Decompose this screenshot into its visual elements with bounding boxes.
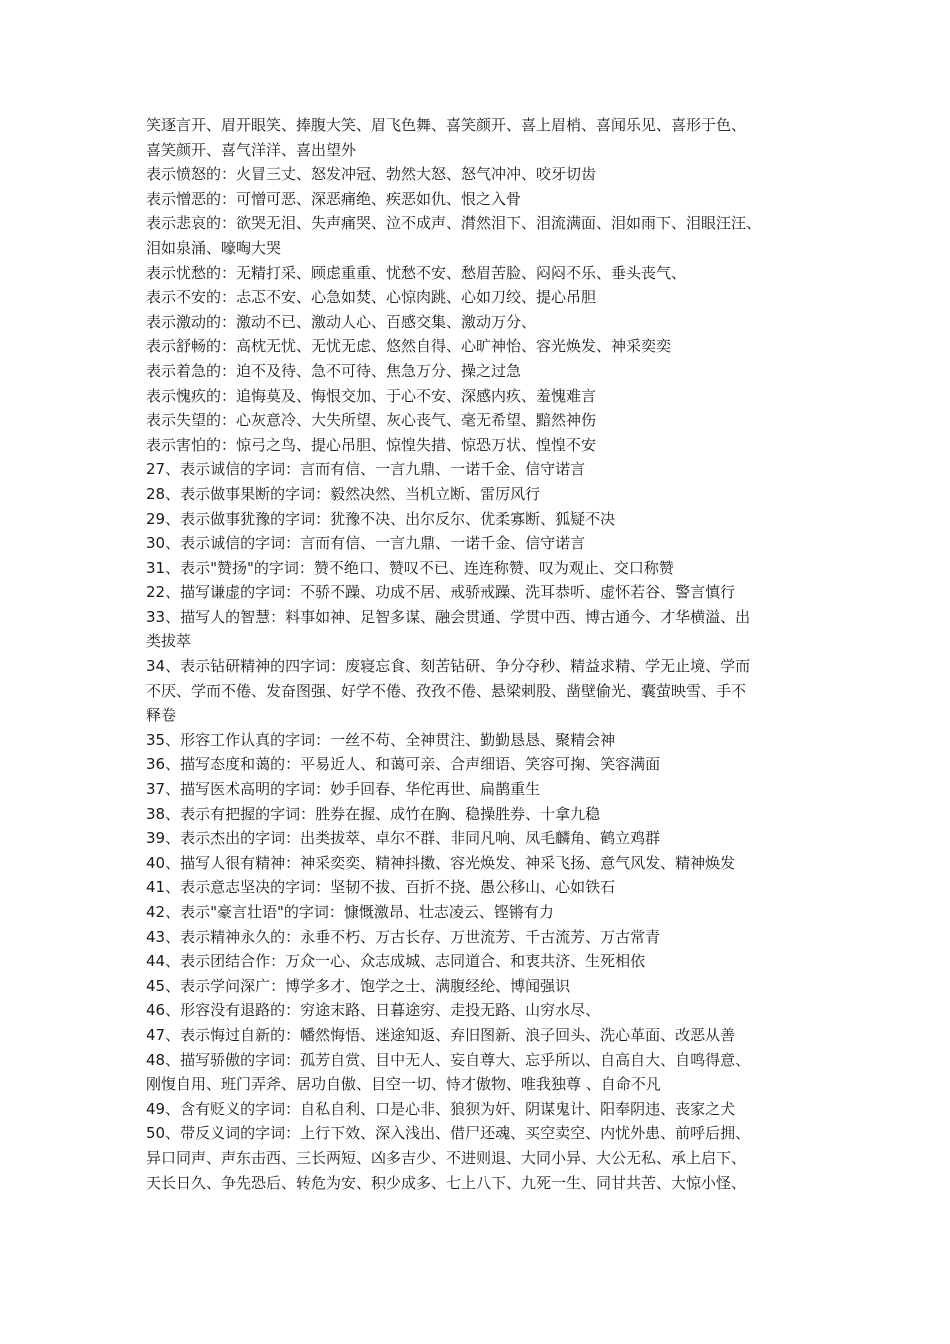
text-line: 43、表示精神永久的：永垂不朽、万古长存、万世流芳、千古流芳、万古常青 (146, 927, 661, 946)
paragraph (146, 384, 814, 409)
text-line: 39、表示杰出的字词：出类拔萃、卓尔不群、非同凡响、凤毛麟角、鹤立鸡群 (146, 829, 661, 848)
paragraph (146, 949, 814, 974)
text-line: 31、表示"赞扬"的字词：赞不绝口、赞叹不已、连连称赞、叹为观止、交口称赞 (146, 558, 674, 577)
text-line: 50、带反义词的字词：上行下效、深入浅出、借尸还魂、买空卖空、内忧外患、前呼后拥、 (146, 1124, 751, 1143)
paragraph (146, 162, 814, 187)
paragraph (146, 285, 814, 310)
paragraph (146, 408, 814, 433)
paragraph (146, 359, 814, 384)
text-line: 46、形容没有退路的：穷途末路、日暮途穷、走投无路、山穷水尽、 (146, 1001, 601, 1020)
paragraph (146, 334, 814, 359)
document-body (146, 113, 814, 1195)
paragraph (146, 875, 814, 900)
text-line: 表示激动的：激动不已、激动人心、百感交集、激动万分、 (146, 312, 537, 331)
text-line: 表示着急的：迫不及待、急不可待、焦急万分、操之过急 (146, 361, 522, 380)
text-line: 笑逐言开、眉开眼笑、捧腹大笑、眉飞色舞、喜笑颜开、喜上眉梢、喜闻乐见、喜形于色、 (146, 116, 747, 134)
text-line: 45、表示学问深广：博学多才、饱学之士、满腹经纶、博闻强识 (146, 976, 571, 995)
paragraph (146, 752, 814, 777)
paragraph (146, 1121, 814, 1195)
paragraph (146, 900, 814, 925)
text-line: 表示忧愁的：无精打采、顾虑重重、忧愁不安、愁眉苦脸、闷闷不乐、垂头丧气、 (146, 263, 687, 282)
text-line: 22、描写谦虚的字词：不骄不躁、功成不居、戒骄戒躁、洗耳恭听、虚怀若谷、警言慎行 (146, 583, 736, 602)
text-line: 33、描写人的智慧：料事如神、足智多谋、融会贯通、学贯中西、博古通今、才华横溢、出 (146, 607, 751, 626)
text-line: 表示不安的：忐忑不安、心急如焚、心惊肉跳、心如刀绞、提心吊胆 (146, 288, 597, 307)
paragraph (146, 777, 814, 802)
paragraph (146, 310, 814, 335)
text-line: 48、描写骄傲的字词：孤芳自赏、目中无人、妄自尊大、忘乎所以、自高自大、自鸣得意、 (146, 1050, 751, 1069)
paragraph (146, 433, 814, 458)
text-line: 表示憎恶的：可憎可恶、深恶痛绝、疾恶如仇、恨之入骨 (146, 189, 522, 208)
paragraph (146, 211, 814, 260)
paragraph (146, 1048, 814, 1097)
paragraph (146, 187, 814, 212)
text-line: 36、描写态度和蔼的：平易近人、和蔼可亲、合声细语、笑容可掬、笑容满面 (146, 755, 661, 774)
paragraph (146, 507, 814, 532)
text-line: 表示失望的：心灰意冷、大失所望、灰心丧气、毫无希望、黯然神伤 (146, 411, 597, 430)
paragraph (146, 261, 814, 286)
text-line: 释卷 (146, 706, 177, 725)
text-line: 42、表示"豪言壮语"的字词：慷慨激昂、壮志凌云、铿锵有力 (146, 903, 554, 921)
paragraph (146, 974, 814, 999)
text-line: 表示悲哀的：欲哭无泪、失声痛哭、泣不成声、潸然泪下、泪流满面、泪如雨下、泪眼汪汪、 (146, 214, 762, 233)
text-line: 37、描写医术高明的字词：妙手回春、华佗再世、扁鹊重生 (146, 780, 541, 799)
paragraph (146, 531, 814, 556)
paragraph (146, 605, 814, 654)
text-line: 表示害怕的：惊弓之鸟、提心吊胆、惊惶失措、惊恐万状、惶惶不安 (146, 435, 597, 454)
paragraph (146, 826, 814, 851)
text-line: 27、表示诚信的字词：言而有信、一言九鼎、一诺千金、信守诺言 (146, 460, 586, 479)
paragraph (146, 1023, 814, 1048)
paragraph (146, 654, 814, 728)
text-line: 47、表示悔过自新的：幡然悔悟、迷途知返、弃旧图新、浪子回头、洗心革面、改恶从善 (146, 1025, 736, 1044)
text-line: 类拔萃 (146, 632, 192, 651)
text-line: 44、表示团结合作：万众一心、众志成城、志同道合、和衷共济、生死相依 (146, 952, 646, 971)
paragraph (146, 925, 814, 950)
paragraph (146, 1097, 814, 1122)
text-line: 29、表示做事犹豫的字词：犹豫不决、出尔反尔、优柔寡断、狐疑不决 (146, 509, 616, 528)
text-line: 49、含有贬义的字词：自私自利、口是心非、狼狈为奸、阴谋鬼计、阳奉阴违、丧家之犬 (146, 1099, 736, 1118)
paragraph (146, 851, 814, 876)
paragraph (146, 113, 814, 162)
text-line: 不厌、学而不倦、发奋图强、好学不倦、孜孜不倦、悬梁刺股、凿壁偷光、囊萤映雪、手不 (146, 681, 747, 700)
text-line: 41、表示意志坚决的字词：坚韧不拔、百折不挠、愚公移山、心如铁石 (146, 878, 616, 897)
text-line: 表示愧疚的：追悔莫及、悔恨交加、于心不安、深感内疚、羞愧难言 (146, 386, 597, 405)
text-line: 28、表示做事果断的字词：毅然决然、当机立断、雷厉风行 (146, 484, 541, 503)
text-line: 天长日久、争先恐后、转危为安、积少成多、七上八下、九死一生、同甘共苦、大惊小怪、 (146, 1173, 747, 1192)
paragraph (146, 998, 814, 1023)
paragraph (146, 580, 814, 605)
paragraph (146, 482, 814, 507)
text-line: 表示愤怒的：火冒三丈、怒发冲冠、勃然大怒、怒气冲冲、咬牙切齿 (146, 165, 597, 184)
text-line: 表示舒畅的：高枕无忧、无忧无虑、悠然自得、心旷神怡、容光焕发、神采奕奕 (146, 337, 672, 356)
paragraph (146, 802, 814, 827)
paragraph (146, 556, 814, 581)
text-line: 35、形容工作认真的字词：一丝不苟、全神贯注、勤勤恳恳、聚精会神 (146, 730, 616, 749)
paragraph (146, 728, 814, 753)
text-line: 喜笑颜开、喜气洋洋、喜出望外 (146, 140, 357, 159)
text-line: 泪如泉涌、嚎啕大哭 (146, 238, 282, 257)
text-line: 异口同声、声东击西、三长两短、凶多吉少、不进则退、大同小异、大公无私、承上启下、 (146, 1148, 747, 1167)
text-line: 38、表示有把握的字词：胜券在握、成竹在胸、稳操胜券、十拿九稳 (146, 804, 601, 823)
text-line: 30、表示诚信的字词：言而有信、一言九鼎、一诺千金、信守诺言 (146, 534, 586, 553)
text-line: 40、描写人很有精神：神采奕奕、精神抖擞、容光焕发、神采飞扬、意气风发、精神焕发 (146, 853, 736, 872)
text-line: 刚愎自用、班门弄斧、居功自傲、目空一切、恃才傲物、唯我独尊 、自命不凡 (146, 1075, 661, 1094)
text-line: 34、表示钻研精神的四字词：废寝忘食、刻苦钻研、争分夺秒、精益求精、学无止境、学而 (146, 657, 751, 676)
paragraph (146, 457, 814, 482)
